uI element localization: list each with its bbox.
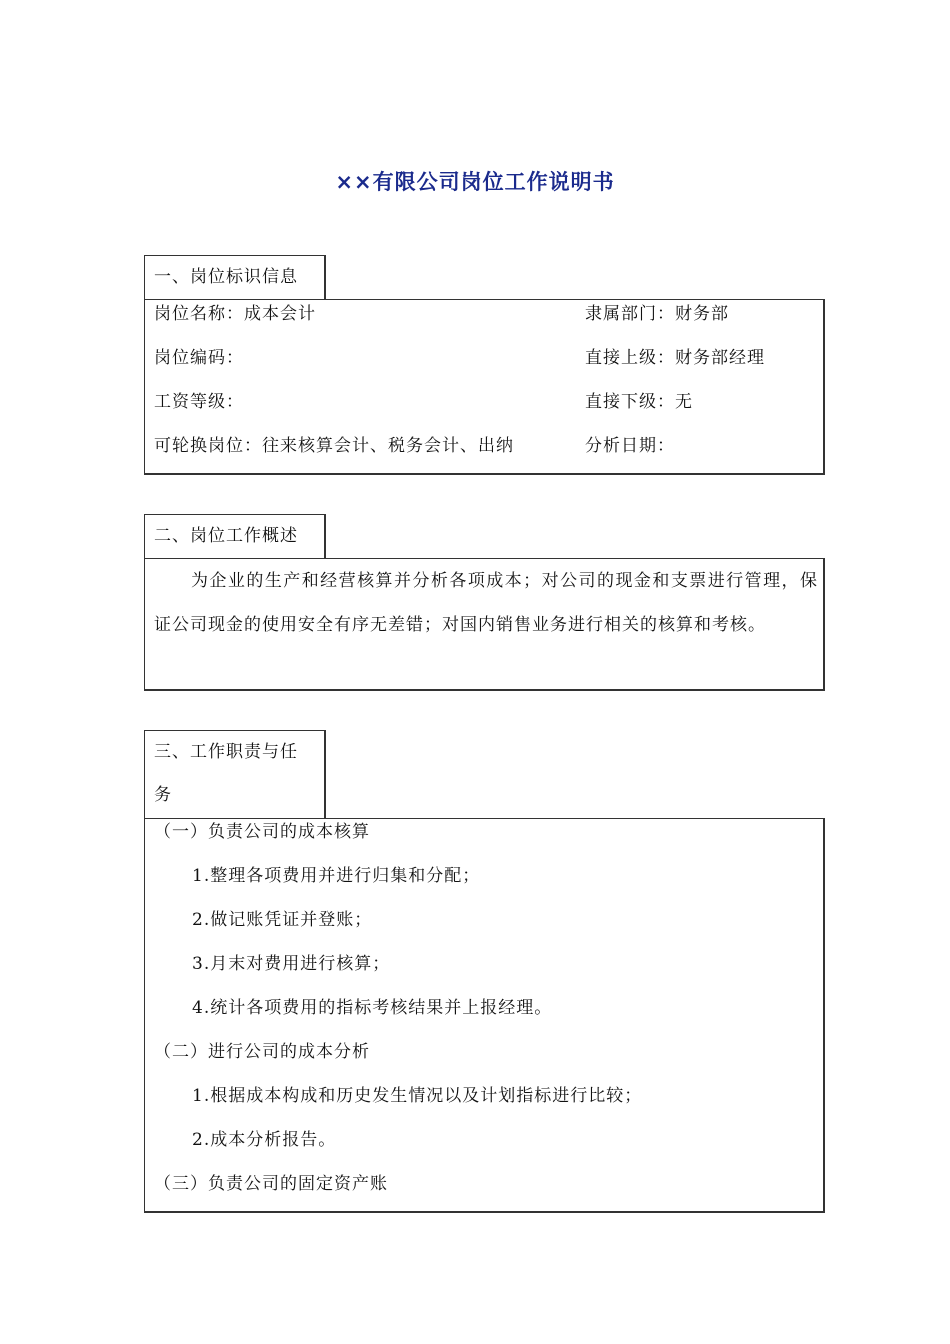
section3-heading-line2: 务 (154, 785, 172, 805)
direct-subordinate-label: 直接下级： (585, 392, 675, 412)
duty-item: 2.做记账凭证并登账； (192, 910, 373, 930)
section1-heading: 一、岗位标识信息 (144, 255, 326, 300)
section2-box (144, 558, 825, 691)
info-row (154, 302, 814, 326)
duty-category: （三）负责公司的固定资产账 (154, 1174, 388, 1194)
document-title: ××有限公司岗位工作说明书 (335, 170, 615, 194)
duty-category: （一）负责公司的成本核算 (154, 822, 370, 842)
position-name-value: 成本会计 (244, 304, 316, 324)
duty-item: 4.统计各项费用的指标考核结果并上报经理。 (192, 998, 553, 1018)
section3-box (144, 818, 825, 1213)
analysis-date-label: 分析日期： (585, 436, 675, 456)
duty-item: 3.月末对费用进行核算； (192, 954, 391, 974)
direct-superior-label: 直接上级： (585, 348, 675, 368)
salary-grade-label: 工资等级： (154, 392, 244, 412)
position-name-label: 岗位名称： (154, 304, 244, 324)
section2-heading: 二、岗位工作概述 (144, 514, 326, 559)
duty-item: 1.整理各项费用并进行归集和分配； (192, 866, 481, 886)
info-row (154, 346, 814, 370)
duty-item: 2.成本分析报告。 (192, 1130, 337, 1150)
department-label: 隶属部门： (585, 304, 675, 324)
position-code-label: 岗位编码： (154, 348, 244, 368)
duty-item: 1.根据成本构成和历史发生情况以及计划指标进行比较； (192, 1086, 643, 1106)
section1-box (144, 299, 825, 475)
info-row (154, 434, 814, 458)
rotatable-position-label: 可轮换岗位： (154, 436, 262, 456)
direct-superior-value: 财务部经理 (675, 348, 765, 368)
section3-heading-line1: 三、工作职责与任 (154, 742, 298, 762)
direct-subordinate-value: 无 (675, 392, 693, 412)
job-summary-text: 为企业的生产和经营核算并分析各项成本；对公司的现金和支票进行管理，保证公司现金的使用安全有序无差错；对国内销售业务进行相关的核算和考核。 (154, 571, 818, 635)
duty-category: （二）进行公司的成本分析 (154, 1042, 370, 1062)
info-row (154, 390, 814, 414)
rotatable-position-value: 往来核算会计、税务会计、出纳 (262, 436, 514, 456)
department-value: 财务部 (675, 304, 729, 324)
section3-heading (144, 730, 326, 819)
